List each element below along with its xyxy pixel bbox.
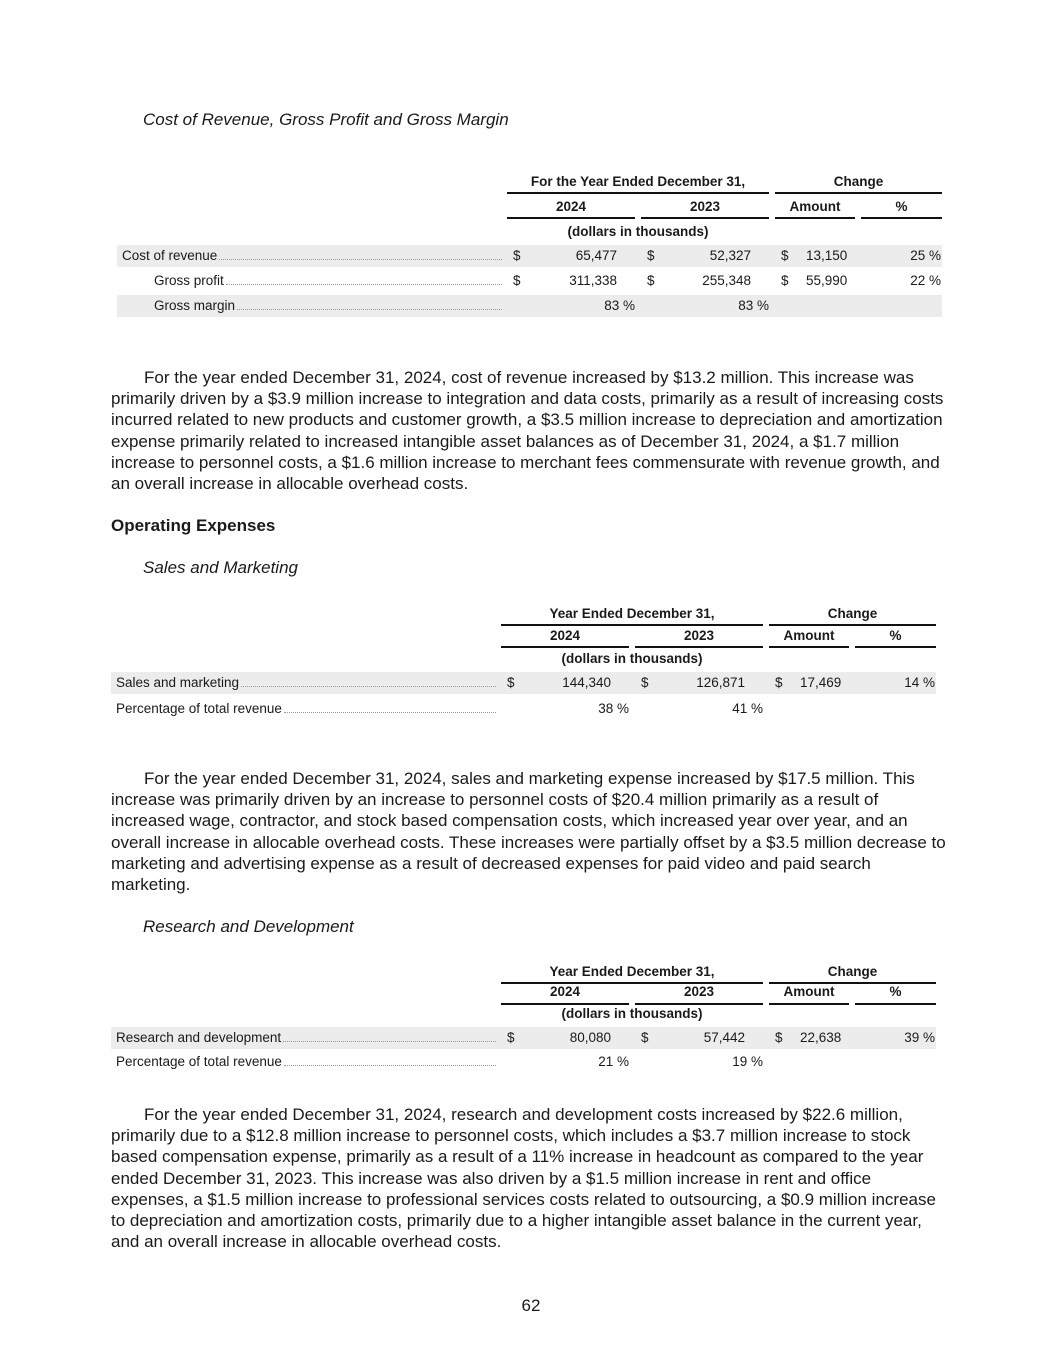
research-development-paragraph: For the year ended December 31, 2024, research and development costs increased by $22.6 million, primarily due to a $12.8 million increase to personnel costs, which includes a $3.7 million increase to stock based compensation expense, primarily as a result of a 11% increase in headcount as compared to the year ended December 31, 2023. This increase was also driven by a $1.5 million increase in rent and office expenses, a $1.5 million increase to professional services costs related to outsourcing, a $0.9 million increase to depreciation and amortization costs, primarily due to a higher intangible asset balance in the current year, and an overall increase in allocable overhead costs.: [111, 1105, 936, 1252]
leader-dots: [284, 1055, 496, 1066]
col-2024-underline: [501, 646, 629, 648]
leader-dots: [237, 299, 502, 310]
units-note: (dollars in thousands): [561, 651, 703, 666]
period-underline: [501, 624, 763, 626]
value-2023: 41 %: [732, 701, 763, 716]
dollar-sign: $: [513, 273, 521, 288]
leader-dots: [284, 702, 496, 713]
cost-of-revenue-table: [117, 172, 942, 320]
sales-marketing-heading: Sales and Marketing: [143, 558, 298, 577]
dollar-sign: $: [513, 248, 521, 263]
change-header: Change: [827, 606, 878, 621]
table-row: [111, 1027, 936, 1049]
value-2024: 83 %: [604, 298, 635, 313]
col-2023-underline: [635, 646, 763, 648]
table-row: [117, 245, 942, 267]
col-pct-underline: [855, 646, 936, 648]
sales-marketing-paragraph: For the year ended December 31, 2024, sales and marketing expense increased by $17.5 million. This increase was primarily driven by an increase to personnel costs of $20.4 million primarily as a result of increased wage, contractor, and stock based compensation costs, which increased year over year, and an overall increase in allocable overhead costs. These increases were partially offset by a $3.5 million decrease to marketing and advertising expense as a result of decreased expenses for paid video and paid search marketing.: [111, 769, 946, 895]
col-pct-header: %: [889, 628, 902, 643]
col-amount-underline: [769, 646, 849, 648]
col-2023-underline: [641, 217, 769, 219]
value-2024: 144,340: [562, 675, 611, 690]
row-label: Sales and marketing: [116, 675, 240, 690]
row-label: Cost of revenue: [122, 248, 218, 263]
col-amount-header: Amount: [783, 628, 835, 643]
change-header: Change: [827, 964, 878, 979]
col-amount-underline: [769, 1003, 849, 1005]
cost-of-revenue-heading: Cost of Revenue, Gross Profit and Gross Margin: [143, 110, 509, 129]
change-pct: 22 %: [910, 273, 941, 288]
col-2024-header: 2024: [549, 984, 581, 999]
change-amount: 55,990: [806, 273, 848, 288]
value-2023: 83 %: [738, 298, 769, 313]
col-2023-header: 2023: [683, 628, 715, 643]
page-number: 62: [521, 1296, 541, 1315]
period-header: Year Ended December 31,: [549, 964, 715, 979]
col-2024-header: 2024: [555, 199, 587, 214]
col-2023-header: 2023: [689, 199, 721, 214]
dollar-sign: $: [641, 1030, 649, 1045]
col-pct-underline: [855, 1003, 936, 1005]
col-pct-header: %: [895, 199, 908, 214]
change-pct: 25 %: [910, 248, 941, 263]
value-2023: 126,871: [696, 675, 745, 690]
col-amount-header: Amount: [789, 199, 841, 214]
units-note: (dollars in thousands): [561, 1006, 703, 1021]
col-2024-header: 2024: [549, 628, 581, 643]
row-label: Research and development: [116, 1030, 282, 1045]
change-header: Change: [833, 174, 884, 189]
table-row: [111, 698, 936, 720]
leader-dots: [226, 274, 502, 285]
table-row: [117, 295, 942, 317]
table-row: [111, 1051, 936, 1073]
value-2023: 57,442: [703, 1030, 745, 1045]
change-pct: 39 %: [904, 1030, 935, 1045]
table-row: [111, 672, 936, 694]
row-label: Percentage of total revenue: [116, 701, 282, 716]
change-amount: 22,638: [800, 1030, 842, 1045]
col-pct-header: %: [889, 984, 902, 999]
table-row: [117, 270, 942, 292]
leader-dots: [241, 676, 496, 687]
value-2024: 38 %: [598, 701, 629, 716]
change-underline: [769, 624, 936, 626]
period-header: Year Ended December 31,: [549, 606, 715, 621]
leader-dots: [219, 249, 502, 260]
units-note: (dollars in thousands): [567, 224, 709, 239]
cost-of-revenue-paragraph: For the year ended December 31, 2024, cost of revenue increased by $13.2 million. This increase was primarily driven by a $3.9 million increase to integration and data costs, primarily as a result of increasing costs incurred related to new products and customer growth, a $3.5 million increase to depreciation and amortization expense primarily related to increased intangible asset balances as of December 31, 2024, a $1.7 million increase to personnel costs, a $1.6 million increase to merchant fees commensurate with revenue growth, and an overall increase in allocable overhead costs.: [111, 368, 944, 494]
period-header: For the Year Ended December 31,: [530, 174, 746, 189]
col-2023-header: 2023: [683, 984, 715, 999]
value-2024: 311,338: [569, 273, 617, 288]
value-2023: 52,327: [709, 248, 751, 263]
research-development-heading: Research and Development: [143, 917, 354, 936]
change-pct: 14 %: [904, 675, 935, 690]
col-pct-underline: [861, 217, 942, 219]
col-amount-header: Amount: [783, 984, 835, 999]
row-label: Percentage of total revenue: [116, 1054, 282, 1069]
value-2024: 21 %: [598, 1054, 629, 1069]
dollar-sign: $: [781, 273, 789, 288]
col-2024-underline: [507, 217, 635, 219]
dollar-sign: $: [507, 675, 515, 690]
row-label: Gross margin: [154, 298, 236, 313]
col-amount-underline: [775, 217, 855, 219]
col-2023-underline: [635, 1003, 763, 1005]
value-2024: 65,477: [575, 248, 617, 263]
period-underline: [507, 192, 769, 194]
operating-expenses-heading: Operating Expenses: [111, 516, 276, 535]
value-2024: 80,080: [569, 1030, 611, 1045]
dollar-sign: $: [647, 273, 655, 288]
sales-marketing-table: [111, 604, 936, 724]
dollar-sign: $: [647, 248, 655, 263]
change-amount: 13,150: [806, 248, 848, 263]
col-2024-underline: [501, 1003, 629, 1005]
dollar-sign: $: [775, 675, 783, 690]
dollar-sign: $: [641, 675, 649, 690]
row-label: Gross profit: [154, 273, 224, 288]
change-amount: 17,469: [800, 675, 842, 690]
value-2023: 255,348: [702, 273, 751, 288]
value-2023: 19 %: [732, 1054, 763, 1069]
research-development-table: [111, 962, 936, 1077]
dollar-sign: $: [781, 248, 789, 263]
leader-dots: [283, 1031, 496, 1042]
dollar-sign: $: [507, 1030, 515, 1045]
change-underline: [775, 192, 942, 194]
dollar-sign: $: [775, 1030, 783, 1045]
